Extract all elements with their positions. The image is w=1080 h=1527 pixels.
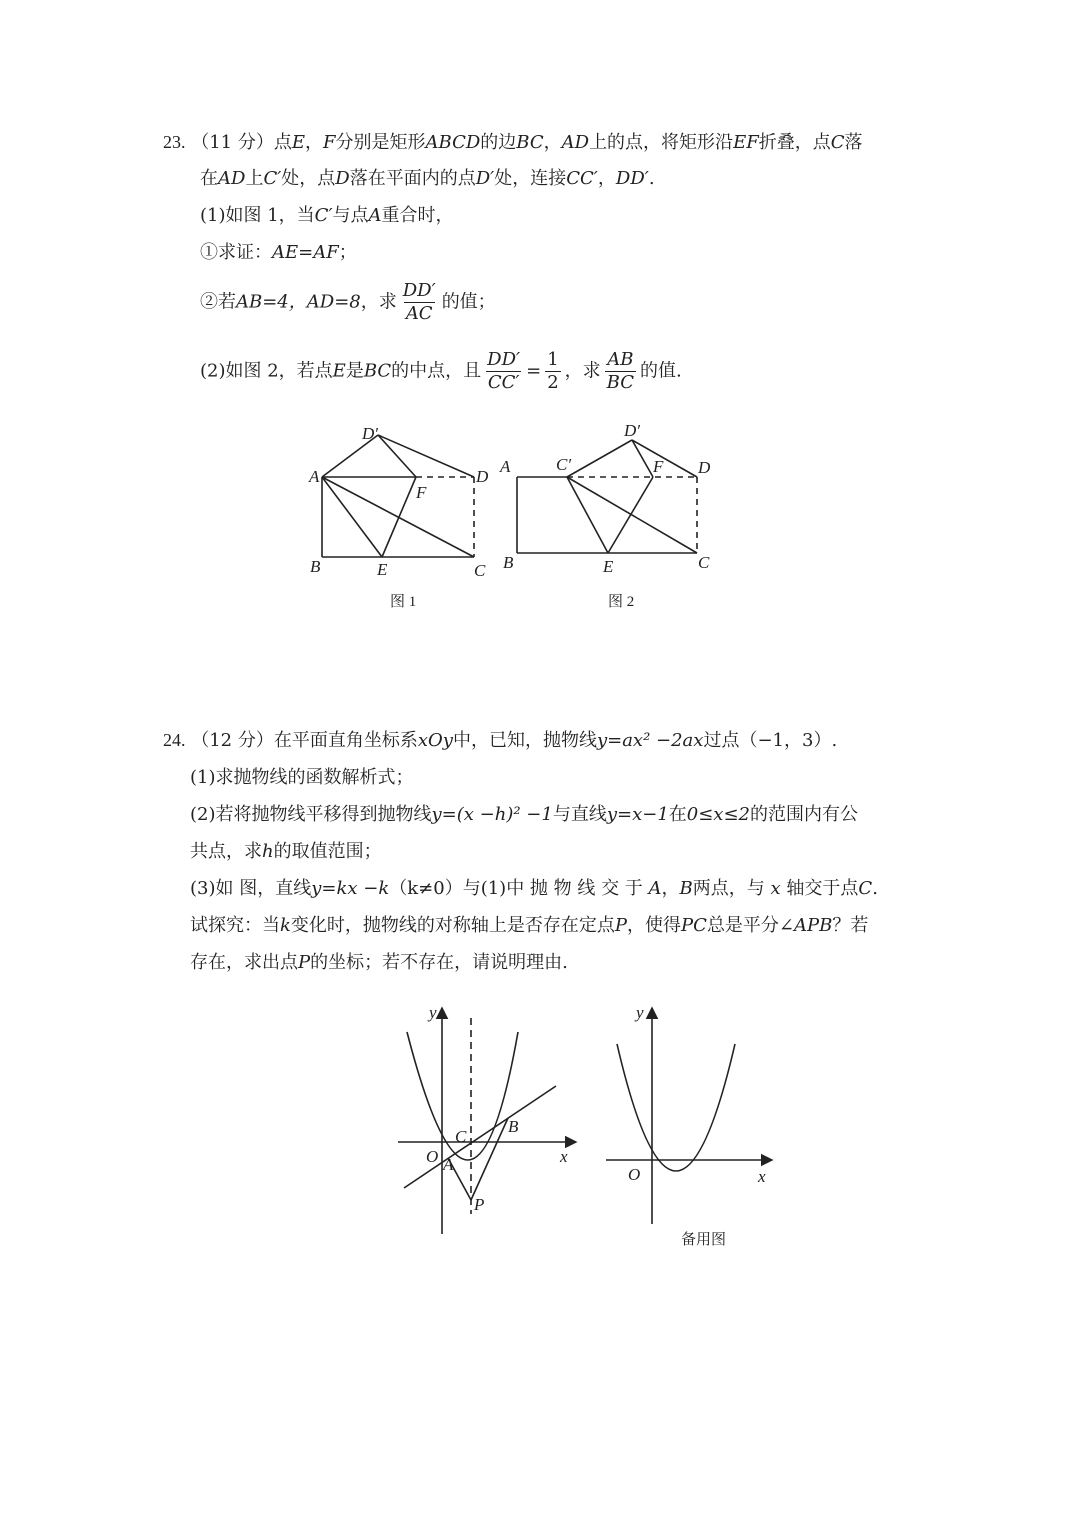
figure-2 xyxy=(517,440,697,553)
fraction-numerator: DD′ xyxy=(402,280,436,301)
fraction-numerator: 1 xyxy=(547,349,559,370)
q24-text: 在 xyxy=(668,804,687,825)
q23-text: 点 xyxy=(273,132,292,153)
spare-label-O: O xyxy=(628,1165,641,1184)
q23-text: 的中点，且 xyxy=(391,360,482,382)
q23-text: ； xyxy=(338,242,357,263)
spare-parabola xyxy=(617,1044,735,1171)
fraction-denominator: 2 xyxy=(547,372,559,393)
q24-var-APB: APB xyxy=(794,915,833,936)
q24-part3-line2 xyxy=(190,914,868,938)
q24-text: (1)求抛物线的函数解析式； xyxy=(190,767,414,788)
fig2-label-D: D xyxy=(698,458,711,477)
q24-part3-line1: (3)如 图，直线y=kx −k（k≠0）与(1)中 抛 物 线 交 于 A，B两点，与 x 轴交于点C. xyxy=(190,878,878,899)
q24-text: 与(1)中 抛 物 线 交 于 xyxy=(462,878,643,899)
q24-score: （12 分） xyxy=(191,730,274,751)
q23-text: (1)如图 1，当 xyxy=(200,205,315,226)
q24-text: 轴交于点 xyxy=(786,878,859,899)
q23-text: 上 xyxy=(245,168,264,189)
q24-text: 的坐标；若不存在，请说明理由. xyxy=(310,952,568,973)
q23-text: ①求证： xyxy=(200,242,272,263)
fig2-label-B: B xyxy=(503,553,514,572)
fig2-caption: 图 2 xyxy=(608,594,635,610)
fig2-seg-cprime-dprime xyxy=(567,440,632,477)
q24-text: 在平面直角坐标系 xyxy=(273,730,418,751)
q24-figures xyxy=(0,998,1080,1258)
q23-var-Cp: C′ xyxy=(314,205,333,226)
main-label-B: B xyxy=(508,1117,519,1136)
q24-text: 与直线 xyxy=(552,804,607,825)
q24-text: 两点，与 xyxy=(692,878,765,899)
main-label-O: O xyxy=(426,1147,439,1166)
q23-var-BC: BC xyxy=(363,360,392,382)
q23-expr: AE=AF xyxy=(272,242,339,263)
q24-var-x: x xyxy=(770,878,781,899)
q24-var-PC: PC xyxy=(681,915,707,936)
q23-var-BC: BC xyxy=(516,132,544,153)
q23-part2 xyxy=(200,349,682,394)
fig1-seg-dd-prime xyxy=(378,435,474,477)
fraction-denominator: BC xyxy=(606,372,634,393)
q24-text: 的范围内有公 xyxy=(750,804,858,825)
fig1-seg-ac xyxy=(322,477,474,557)
fig1-label-E: E xyxy=(377,560,388,579)
fig1-caption: 图 1 xyxy=(390,594,417,610)
fig1-label-Dp: D′ xyxy=(362,424,378,443)
q23-text: 落在平面内的点 xyxy=(349,168,476,189)
fig1-label-D: D xyxy=(476,467,489,486)
q24-line-expr: y=x−1 xyxy=(606,804,669,825)
q23-var-A: A xyxy=(368,205,382,226)
q24-var-P: P xyxy=(614,915,628,936)
q24-var-A: A xyxy=(648,878,662,899)
q23-var-CCp: CC′ xyxy=(566,168,598,189)
q24-part2-line2 xyxy=(190,840,382,864)
fig2-label-E: E xyxy=(603,557,614,576)
q23-line2: 在AD上C′处，点D落在平面内的点D′处，连接CC′，DD′. xyxy=(200,168,655,189)
fig1-label-C: C xyxy=(474,561,486,580)
q24-text: 的取值范围； xyxy=(273,841,382,862)
q23-var-E: E xyxy=(332,360,346,382)
q23-var-AD: AD xyxy=(561,132,590,153)
spare-label-x: x xyxy=(758,1167,766,1186)
main-label-A: A xyxy=(443,1155,454,1174)
q23-text: ，求 xyxy=(360,291,397,313)
q23-var-AD: AD xyxy=(218,168,246,189)
equals-sign: = xyxy=(526,360,542,382)
q24-var-C: C xyxy=(858,878,873,899)
q23-text: 落 xyxy=(844,132,863,153)
fig1-seg-dprime-f xyxy=(378,435,416,477)
q23-text: 是 xyxy=(345,360,364,382)
q24-text: 变化时，抛物线的对称轴上是否存在定点 xyxy=(290,915,615,936)
main-label-y: y xyxy=(429,1003,437,1022)
main-label-x: x xyxy=(560,1147,568,1166)
q24-text: 过点（−1，3）. xyxy=(703,730,838,751)
q24-main-figure xyxy=(398,1008,576,1234)
q24-spare-figure xyxy=(606,1008,772,1224)
q23-text: ②若 xyxy=(200,291,236,313)
fig1-label-F: F xyxy=(416,483,427,502)
fraction-numerator: AB xyxy=(607,349,634,370)
q24-number: 24. xyxy=(163,730,186,750)
q24-var-h: h xyxy=(262,841,274,862)
fraction-denominator: CC′ xyxy=(487,372,520,393)
q24-part2-line1 xyxy=(190,803,858,827)
q23-fraction-ab-bc xyxy=(605,349,636,394)
q23-var-DDp: DD′ xyxy=(615,168,649,189)
q23-expr: AB=4，AD=8 xyxy=(236,291,361,313)
q23-text: 处，点 xyxy=(281,168,336,189)
q23-text: 的值； xyxy=(441,291,496,313)
q24-line1 xyxy=(163,728,837,753)
q23-text: 的值. xyxy=(640,360,682,382)
fig1-label-A: A xyxy=(309,467,320,486)
fig2-label-Cp: C′ xyxy=(556,455,572,474)
spare-label-y: y xyxy=(636,1003,644,1022)
q23-text: 的边 xyxy=(480,132,517,153)
q24-part3-line3 xyxy=(190,951,568,975)
q23-var-E: E xyxy=(291,132,306,153)
q23-var-Dp: D′ xyxy=(475,168,495,189)
q23-var-ABCD: ABCD xyxy=(425,132,481,153)
main-label-C: C xyxy=(455,1127,467,1146)
q23-var-EF: EF xyxy=(733,132,759,153)
q23-var-C: C xyxy=(830,132,845,153)
q24-text: ，使得 xyxy=(627,915,682,936)
q24-text: 共点，求 xyxy=(190,841,262,862)
q23-text: 上的点，将矩形沿 xyxy=(589,132,734,153)
q23-text: 分别是矩形 xyxy=(335,132,426,153)
fig2-label-Dp: D′ xyxy=(624,421,640,440)
fig1-label-B: B xyxy=(310,557,321,576)
q24-line-kx: y=kx −k xyxy=(311,878,390,899)
q23-fraction-dd-ac xyxy=(401,280,438,325)
fraction-denominator: AC xyxy=(405,303,433,324)
q24-part1 xyxy=(190,766,414,790)
q23-var-Cp: C′ xyxy=(263,168,282,189)
fig2-seg-cc-prime xyxy=(567,477,697,553)
q23-sub1 xyxy=(200,241,357,265)
q24-parabola-expr: y=ax² −2ax xyxy=(596,730,704,751)
spare-figure-caption: 备用图 xyxy=(681,1232,727,1248)
q23-text: 处，连接 xyxy=(494,168,567,189)
q23-figures xyxy=(0,420,1080,640)
q23-text: 折叠，点 xyxy=(758,132,831,153)
q24-range: 0≤x≤2 xyxy=(686,804,750,825)
fig1-seg-ae xyxy=(322,477,382,557)
q24-text: (3)如 图，直线 xyxy=(190,878,312,899)
q23-line1: 23. （11 分）点E，F分别是矩形ABCD的边BC，AD上的点，将矩形沿EF折叠，点C落 xyxy=(163,132,863,153)
q24-text: ？若 xyxy=(832,915,869,936)
q23-sub2 xyxy=(200,280,496,325)
fig2-label-C: C xyxy=(698,553,710,572)
q23-text: ，求 xyxy=(564,360,601,382)
q23-score: （11 分） xyxy=(191,132,274,153)
main-line-kx xyxy=(404,1086,556,1188)
q23-text: 重合时， xyxy=(381,205,454,226)
q23-number: 23. xyxy=(163,132,186,152)
q24-var-xOy: xOy xyxy=(417,730,453,751)
q24-main-labels xyxy=(426,1003,568,1214)
q24-text: 中，已知，抛物线 xyxy=(452,730,597,751)
q24-shifted-parabola: y=(x −h)² −1 xyxy=(431,804,553,825)
q23-fraction-half xyxy=(545,349,560,394)
fig2-label-A: A xyxy=(500,457,511,476)
q23-text: 在 xyxy=(200,168,218,189)
figure-1 xyxy=(322,435,474,557)
main-label-P: P xyxy=(474,1195,485,1214)
q24-var-B: B xyxy=(679,878,693,899)
q23-part1 xyxy=(200,204,454,228)
fig2-label-F: F xyxy=(653,457,664,476)
q23-fraction-dd-cc xyxy=(485,349,522,394)
q24-spare-labels xyxy=(628,1003,766,1186)
q23-var-F: F xyxy=(323,132,336,153)
q23-var-D: D xyxy=(335,168,350,189)
q23-text: (2)如图 2，若点 xyxy=(200,360,333,382)
q24-text: (2)若将抛物线平移得到抛物线 xyxy=(190,804,432,825)
fraction-numerator: DD′ xyxy=(487,349,521,370)
q24-text: 存在，求出点 xyxy=(190,952,298,973)
q24-var-P: P xyxy=(298,952,311,973)
q24-text: 总是平分∠ xyxy=(706,915,795,936)
q24-text: 试探究：当 xyxy=(190,915,280,936)
q23-text: 与点 xyxy=(332,205,369,226)
q24-var-k: k xyxy=(280,915,291,936)
q24-condition: （k≠0） xyxy=(389,878,463,899)
